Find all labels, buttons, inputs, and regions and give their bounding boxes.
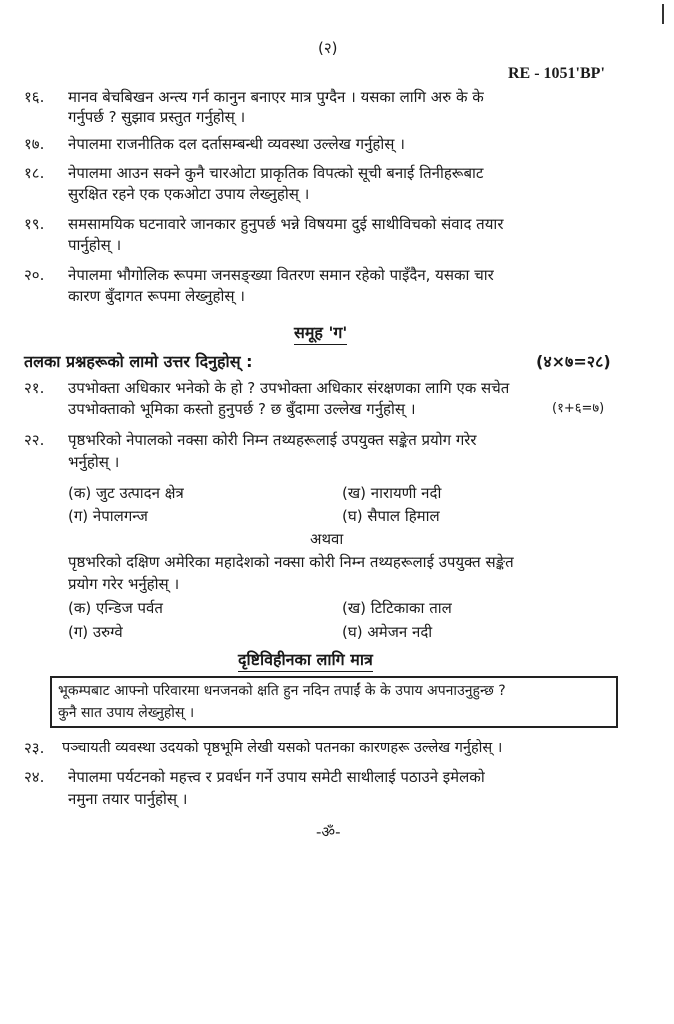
q22-alt-line2: प्रयोग गरेर भर्नुहोस् । [68,575,180,593]
blind-section-line1: भूकम्पबाट आफ्नो परिवारमा धनजनको क्षति हुन नदिन तपाईं के के उपाय अपनाउनुहुन्छ ? [58,683,506,699]
q24-line1: नेपालमा पर्यटनको महत्त्व र प्रवर्धन गर्ने उपाय समेटी साथीलाई पठाउने इमेलको [68,768,485,786]
q22-alt-option-ka: (क) एन्डिज पर्वत [68,599,163,617]
q22-option-ga: (ग) नेपालगन्ज [68,507,148,525]
q21-line1: उपभोक्ता अधिकार भनेको के हो ? उपभोक्ता अधिकार संरक्षणका लागि एक सचेत [68,379,510,397]
q24-number: २४. [24,768,45,786]
group-ga-marks: (४×७=२८) [536,352,611,371]
q23-line1: पञ्चायती व्यवस्था उदयको पृष्ठभूमि लेखी यसको पतनका कारणहरू उल्लेख गर्नुहोस् । [62,740,503,756]
q22-option-gha: (घ) सैपाल हिमाल [342,507,440,525]
blind-section-line2: कुनै सात उपाय लेख्नुहोस् । [58,705,195,721]
q16-line2: गर्नुपर्छ ? सुझाव प्रस्तुत गर्नुहोस् । [68,108,246,126]
q17-line1: नेपालमा राजनीतिक दल दर्तासम्बन्धी व्यवस्था उल्लेख गर्नुहोस् । [68,135,405,153]
q16-number: १६. [24,88,45,106]
q22-line1: पृष्ठभरिको नेपालको नक्सा कोरी निम्न तथ्यहरूलाई उपयुक्त सङ्केत प्रयोग गरेर [68,431,477,449]
q22-option-ka: (क) जुट उत्पादन क्षेत्र [68,484,184,502]
group-ga-instruction: तलका प्रश्नहरूको लामो उत्तर दिनुहोस् : [24,352,253,371]
exam-code: RE - 1051'BP' [508,65,605,82]
q22-alt-option-kha: (ख) टिटिकाका ताल [342,599,452,617]
q18-line2: सुरक्षित रहने एक एकओटा उपाय लेख्नुहोस् । [68,185,310,203]
q18-number: १८. [24,164,45,182]
q20-line2: कारण बुँदागत रूपमा लेख्नुहोस् । [68,287,245,305]
q22-alt-option-ga: (ग) उरुग्वे [68,623,123,641]
q22-number: २२. [24,431,45,449]
q19-line1: समसामयिक घटनावारे जानकार हुनुपर्छ भन्ने विषयमा दुई साथीविचको संवाद तयार [68,215,504,233]
q23-number: २३. [24,739,45,757]
q24-line2: नमुना तयार पार्नुहोस् । [68,790,188,808]
q16-line1: मानव बेचबिखन अन्त्य गर्न कानुन बनाएर मात्र पुग्दैन । यसका लागि अरु के के [68,88,484,106]
q19-line2: पार्नुहोस् । [68,236,122,254]
q22-alt-option-gha: (घ) अमेजन नदी [342,623,433,641]
q21-number: २१. [24,379,45,397]
q20-number: २०. [24,266,45,284]
q18-line1: नेपालमा आउन सक्ने कुनै चारओटा प्राकृतिक विपत्को सूची बनाई तिनीहरूबाट [68,164,484,182]
q21-line2: उपभोक्ताको भूमिका कस्तो हुनुपर्छ ? छ बुँदामा उल्लेख गर्नुहोस् । [68,400,416,418]
page-number: (२) [318,39,338,57]
q20-line1: नेपालमा भौगोलिक रूपमा जनसङ्ख्या वितरण समान रहेको पाइँदैन, यसका चार [68,266,494,284]
q19-number: १९. [24,215,45,233]
group-ga-title: समूह 'ग' [294,323,347,345]
q21-marks: (१+६=७) [552,401,605,416]
q17-number: १७. [24,135,45,153]
q22-option-kha: (ख) नारायणी नदी [342,484,442,502]
q22-or: अथवा [310,530,344,548]
blind-section-title: दृष्टिविहीनका लागि मात्र [238,650,373,672]
corner-mark [662,4,664,24]
q22-line2: भर्नुहोस् । [68,453,120,471]
q22-alt-line1: पृष्ठभरिको दक्षिण अमेरिका महादेशको नक्सा कोरी निम्न तथ्यहरूलाई उपयुक्त सङ्केत [68,553,514,571]
footer-mark: -ॐ- [316,823,341,841]
